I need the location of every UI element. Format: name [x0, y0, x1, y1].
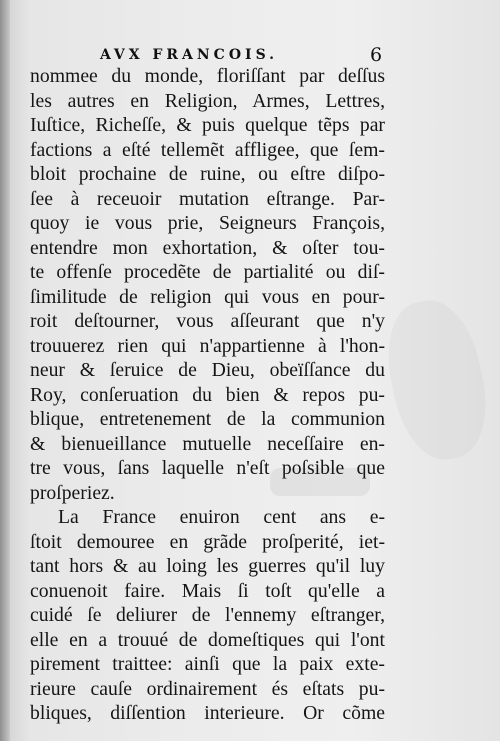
text-line: bliques, diſſention interieure. Or cõme: [30, 702, 385, 724]
text-line: La France enuiron cent ans e-: [58, 506, 385, 528]
text-line: elle en a trouué de domeſtiques qui l'ont: [30, 628, 385, 651]
text-line: rieure cauſe ordinairement és eſtats pu-: [30, 677, 385, 700]
page-header: [0, 44, 500, 66]
text-line: bloit prochaine de ruine, ou eſtre diſpo-: [30, 163, 385, 185]
body-text: [30, 64, 385, 726]
text-line: conuenoit faire. Mais ſi toſt qu'elle a: [30, 579, 385, 602]
text-line: cuidé ſe deliurer de l'ennemy eſtranger,: [30, 604, 385, 626]
text-line: Roy, conſeruation du bien & repos pu-: [30, 383, 385, 406]
text-line: tant hors & au loing les guerres qu'il luy: [30, 555, 385, 577]
text-line: tre vous, ſans laquelle n'eſt poſsible que: [30, 457, 385, 479]
text-line: ſee à receuoir mutation eſtrange. Par-: [30, 187, 385, 210]
text-line: factions a eſté tellemẽt affligee, que ſem-: [30, 138, 385, 161]
text-line: trouuerez rien qui n'appartienne à l'hon-: [30, 334, 385, 357]
text-line: entendre mon exhortation, & oſter tou-: [30, 236, 385, 259]
text-line: neur & ſeruice de Dieu, obeïſſance du: [30, 359, 385, 381]
text-line: proſperiez.: [30, 481, 115, 504]
text-line: quoy ie vous prie, Seigneurs François,: [30, 212, 385, 234]
text-line: ſtoit demouree en grãde proſperité, iet-: [30, 530, 385, 553]
text-line: roit deſtourner, vous aſſeurant que n'y: [30, 310, 385, 332]
text-line: & bienueillance mutuelle neceſſaire en-: [30, 432, 385, 455]
text-line: les autres en Religion, Armes, Lettres,: [30, 89, 385, 112]
running-head: AVX FRANCOIS.: [100, 47, 279, 63]
text-line: nommee du monde, floriſſant par deſſus: [30, 65, 385, 87]
page-number: 6: [370, 44, 383, 66]
text-line: pirement traittee: ainſi que la paix exte-: [30, 653, 385, 675]
text-line: te offenſe procedẽte de partialité ou diſ-: [30, 261, 385, 283]
text-line: ſimilitude de religion qui vous en pour-: [30, 285, 385, 308]
gutter-shadow: [0, 0, 10, 741]
paper-stain: [376, 292, 497, 467]
text-line: blique, entretenement de la communion: [30, 408, 385, 430]
text-line: Iuſtice, Richeſſe, & puis quelque tẽps par: [30, 114, 385, 136]
